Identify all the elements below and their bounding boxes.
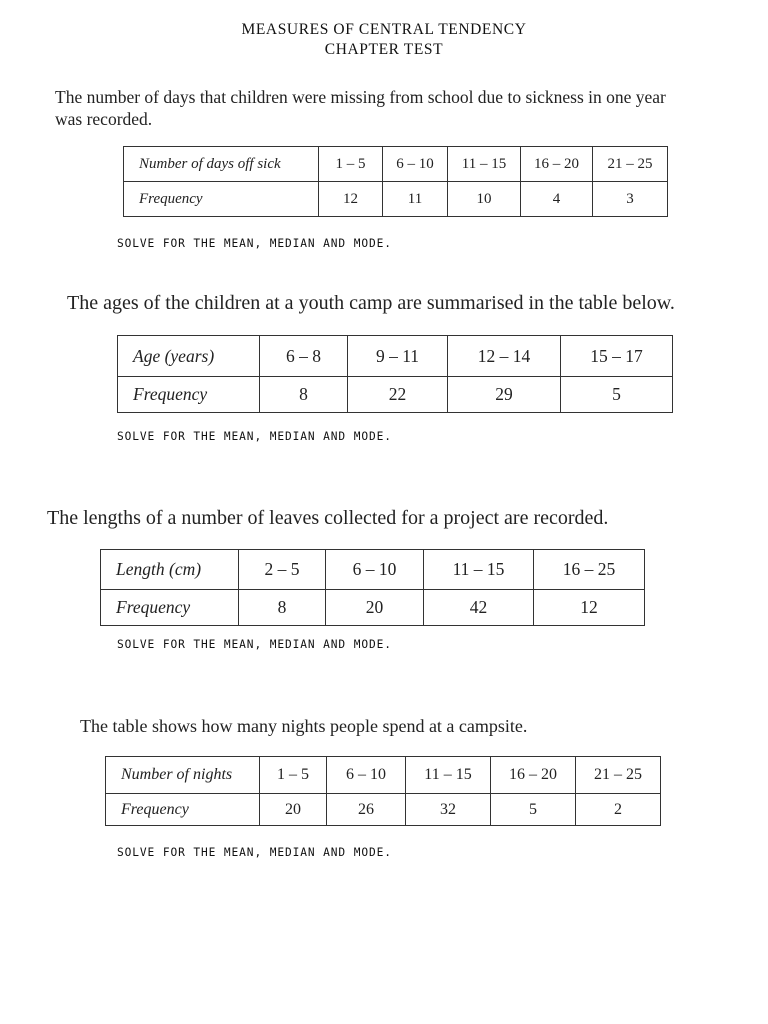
- page-subtitle: CHAPTER TEST: [324, 41, 444, 58]
- table-cell: 21 – 25: [576, 757, 661, 794]
- table-cell: 3: [593, 182, 668, 217]
- table-header-cell: Frequency: [118, 377, 260, 413]
- table-cell: 15 – 17: [561, 336, 673, 377]
- table-cell: 2 – 5: [239, 550, 326, 590]
- table-cell: 11 – 15: [448, 147, 521, 182]
- table-cell: 8: [260, 377, 348, 413]
- table-cell: 22: [348, 377, 448, 413]
- table-cell: 29: [448, 377, 561, 413]
- question-3-text: The lengths of a number of leaves collected for a project are recorded.: [47, 507, 609, 529]
- question-2-table: [117, 335, 673, 413]
- table-cell: 5: [561, 377, 673, 413]
- table-cell: 5: [491, 794, 576, 826]
- table-cell: 6 – 10: [383, 147, 448, 182]
- question-4-text: The table shows how many nights people spend at a campsite.: [80, 716, 528, 736]
- table-cell: 6 – 10: [327, 757, 406, 794]
- table-cell: 11 – 15: [424, 550, 534, 590]
- table-cell: 12 – 14: [448, 336, 561, 377]
- table-header-cell: Number of days off sick: [124, 147, 319, 182]
- table-row: [106, 757, 661, 794]
- table-cell: 9 – 11: [348, 336, 448, 377]
- question-2-instruction: SOLVE FOR THE MEAN, MEDIAN AND MODE.: [117, 430, 392, 443]
- page-title: MEASURES OF CENTRAL TENDENCY: [241, 21, 527, 38]
- table-cell: 12: [534, 590, 645, 626]
- table-header-cell: Frequency: [124, 182, 319, 217]
- question-3-table: [100, 549, 645, 626]
- question-1-text: [55, 86, 666, 130]
- question-3-instruction: SOLVE FOR THE MEAN, MEDIAN AND MODE.: [117, 638, 392, 651]
- table-row: [118, 377, 673, 413]
- question-1-line-1: The number of days that children were missing from school due to sickness in one year: [55, 87, 666, 107]
- table-row: [124, 182, 668, 217]
- table-cell: 2: [576, 794, 661, 826]
- table-header-cell: Frequency: [101, 590, 239, 626]
- table-row: [118, 336, 673, 377]
- table-cell: 21 – 25: [593, 147, 668, 182]
- table-cell: 8: [239, 590, 326, 626]
- question-1-instruction: SOLVE FOR THE MEAN, MEDIAN AND MODE.: [117, 237, 392, 250]
- table-cell: 11: [383, 182, 448, 217]
- table-cell: 16 – 20: [491, 757, 576, 794]
- table-header-cell: Number of nights: [106, 757, 260, 794]
- table-cell: 10: [448, 182, 521, 217]
- table-row: [124, 147, 668, 182]
- question-1-table: [123, 146, 668, 217]
- table-cell: 1 – 5: [260, 757, 327, 794]
- table-cell: 6 – 8: [260, 336, 348, 377]
- table-cell: 6 – 10: [326, 550, 424, 590]
- table-cell: 16 – 20: [521, 147, 593, 182]
- table-header-cell: Age (years): [118, 336, 260, 377]
- table-cell: 1 – 5: [319, 147, 383, 182]
- question-4-instruction: SOLVE FOR THE MEAN, MEDIAN AND MODE.: [117, 846, 392, 859]
- table-cell: 16 – 25: [534, 550, 645, 590]
- table-cell: 32: [406, 794, 491, 826]
- table-row: [101, 550, 645, 590]
- table-header-cell: Frequency: [106, 794, 260, 826]
- table-cell: 20: [260, 794, 327, 826]
- question-4-table: [105, 756, 661, 826]
- table-row: [101, 590, 645, 626]
- table-cell: 4: [521, 182, 593, 217]
- question-2-text: The ages of the children at a youth camp are summarised in the table below.: [67, 292, 675, 314]
- table-cell: 26: [327, 794, 406, 826]
- table-cell: 20: [326, 590, 424, 626]
- table-row: [106, 794, 661, 826]
- table-cell: 12: [319, 182, 383, 217]
- table-header-cell: Length (cm): [101, 550, 239, 590]
- table-cell: 42: [424, 590, 534, 626]
- table-cell: 11 – 15: [406, 757, 491, 794]
- question-1-line-2: was recorded.: [55, 109, 153, 129]
